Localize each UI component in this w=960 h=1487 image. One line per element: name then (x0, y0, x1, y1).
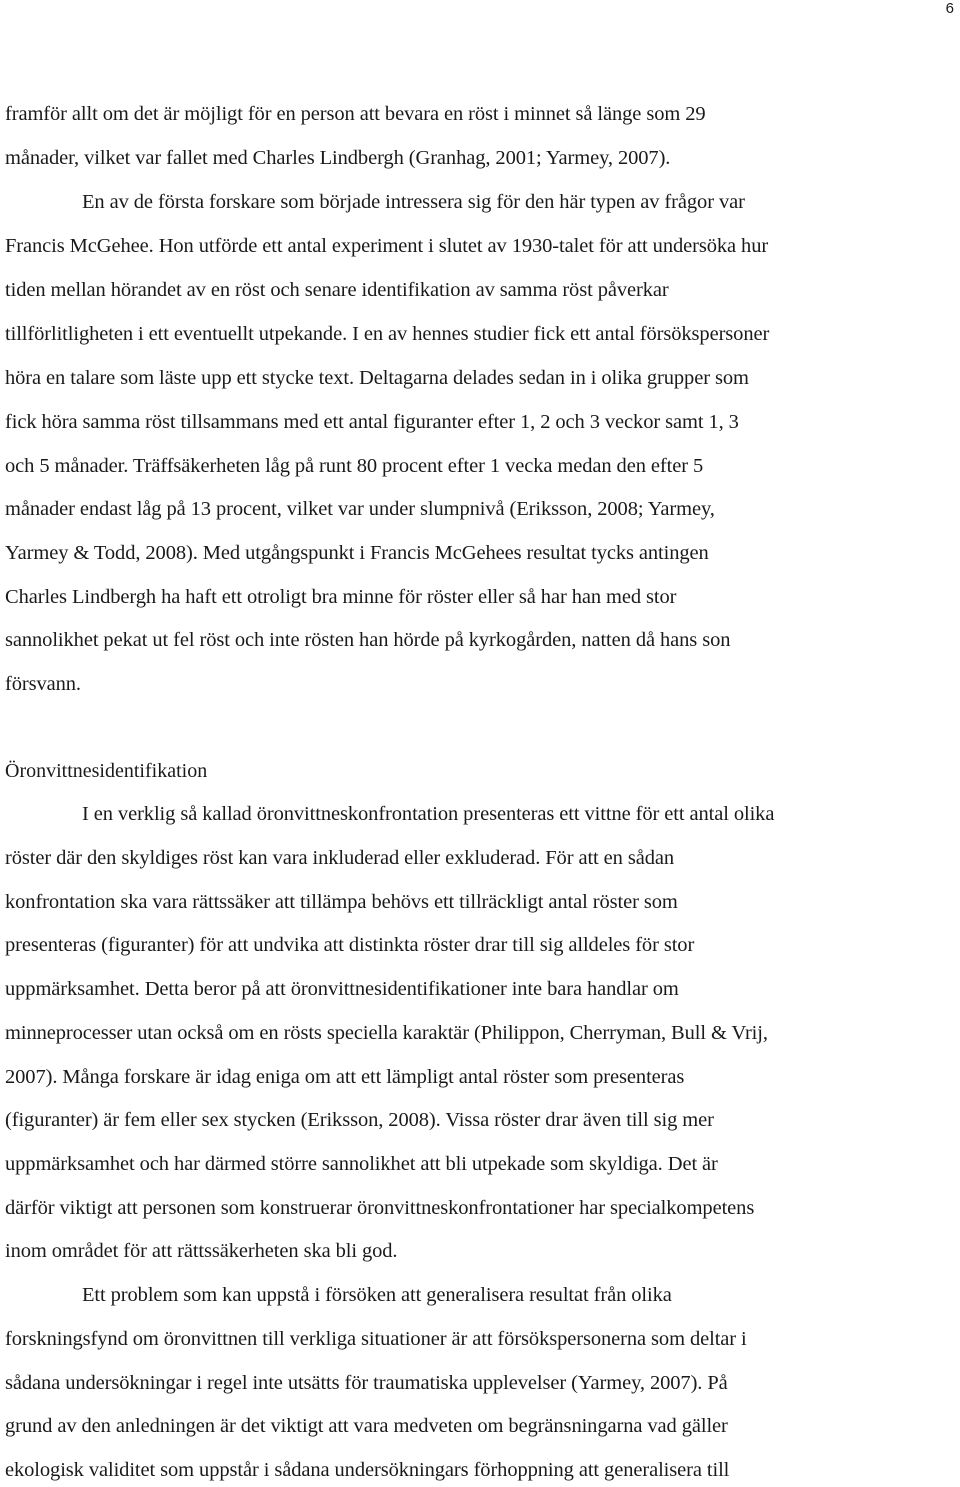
text-line: ekologisk validitet som uppstår i sådana undersökningars förhoppning att generalisera till (5, 1459, 730, 1481)
text-line: uppmärksamhet. Detta beror på att öronvittnesidentifikationer inte bara handlar om (5, 978, 679, 1000)
text-line: sådana undersökningar i regel inte utsätts för traumatiska upplevelser (Yarmey, 2007). På (5, 1372, 728, 1394)
text-line: månader endast låg på 13 procent, vilket var under slumpnivå (Eriksson, 2008; Yarmey, (5, 498, 715, 520)
text-line: (figuranter) är fem eller sex stycken (Eriksson, 2008). Vissa röster drar även till sig mer (5, 1109, 714, 1131)
text-line: tiden mellan hörandet av en röst och senare identifikation av samma röst påverkar (5, 279, 669, 301)
text-line: Francis McGehee. Hon utförde ett antal experiment i slutet av 1930-talet för att undersöka hur (5, 235, 769, 257)
text-line: månader, vilket var fallet med Charles Lindbergh (Granhag, 2001; Yarmey, 2007). (5, 147, 671, 169)
text-line: forskningsfynd om öronvittnen till verkliga situationer är att försökspersonerna som deltar i (5, 1328, 747, 1350)
text-line: fick höra samma röst tillsammans med ett antal figuranter efter 1, 2 och 3 veckor samt 1, 3 (5, 411, 739, 433)
text-line: Yarmey & Todd, 2008). Med utgångspunkt i Francis McGehees resultat tycks antingen (5, 542, 709, 564)
text-line: konfrontation ska vara rättssäker att tillämpa behövs ett tillräckligt antal röster som (5, 891, 678, 913)
text-line: röster där den skyldiges röst kan vara inkluderad eller exkluderad. För att en sådan (5, 847, 675, 869)
text-line: sannolikhet pekat ut fel röst och inte rösten han hörde på kyrkogården, natten då hans son (5, 629, 731, 651)
text-line: och 5 månader. Träffsäkerheten låg på runt 80 procent efter 1 vecka medan den efter 5 (5, 455, 704, 477)
text-line: försvann. (5, 673, 81, 695)
text-line: därför viktigt att personen som konstruerar öronvittneskonfrontationer har specialkompetens (5, 1197, 755, 1219)
text-line: Charles Lindbergh ha haft ett otroligt bra minne för röster eller så har han med stor (5, 586, 677, 608)
text-line: tillförlitligheten i ett eventuellt utpekande. I en av hennes studier fick ett antal försökspersoner (5, 323, 770, 345)
text-line: inom området för att rättssäkerheten ska bli god. (5, 1240, 398, 1262)
text-line: presenteras (figuranter) för att undvika att distinkta röster drar till sig alldeles för stor (5, 934, 695, 956)
page-number: 6 (945, 0, 954, 17)
text-line: uppmärksamhet och har därmed större sannolikhet att bli utpekade som skyldiga. Det är (5, 1153, 718, 1175)
text-line: 2007). Många forskare är idag eniga om att ett lämpligt antal röster som presenteras (5, 1066, 685, 1088)
text-line: En av de första forskare som började intressera sig för den här typen av frågor var (82, 191, 745, 213)
text-line: I en verklig så kallad öronvittneskonfrontation presenteras ett vittne för ett antal olika (82, 803, 775, 825)
text-line: höra en talare som läste upp ett stycke text. Deltagarna delades sedan in i olika grupper som (5, 367, 749, 389)
text-line: grund av den anledningen är det viktigt att vara medveten om begränsningarna vad gäller (5, 1415, 728, 1437)
text-line: minneprocesser utan också om en rösts speciella karaktär (Philippon, Cherryman, Bull & Vrij, (5, 1022, 768, 1044)
section-heading: Öronvittnesidentifikation (5, 760, 208, 782)
text-line: framför allt om det är möjligt för en person att bevara en röst i minnet så länge som 29 (5, 103, 706, 125)
text-line: Ett problem som kan uppstå i försöken att generalisera resultat från olika (82, 1284, 672, 1306)
